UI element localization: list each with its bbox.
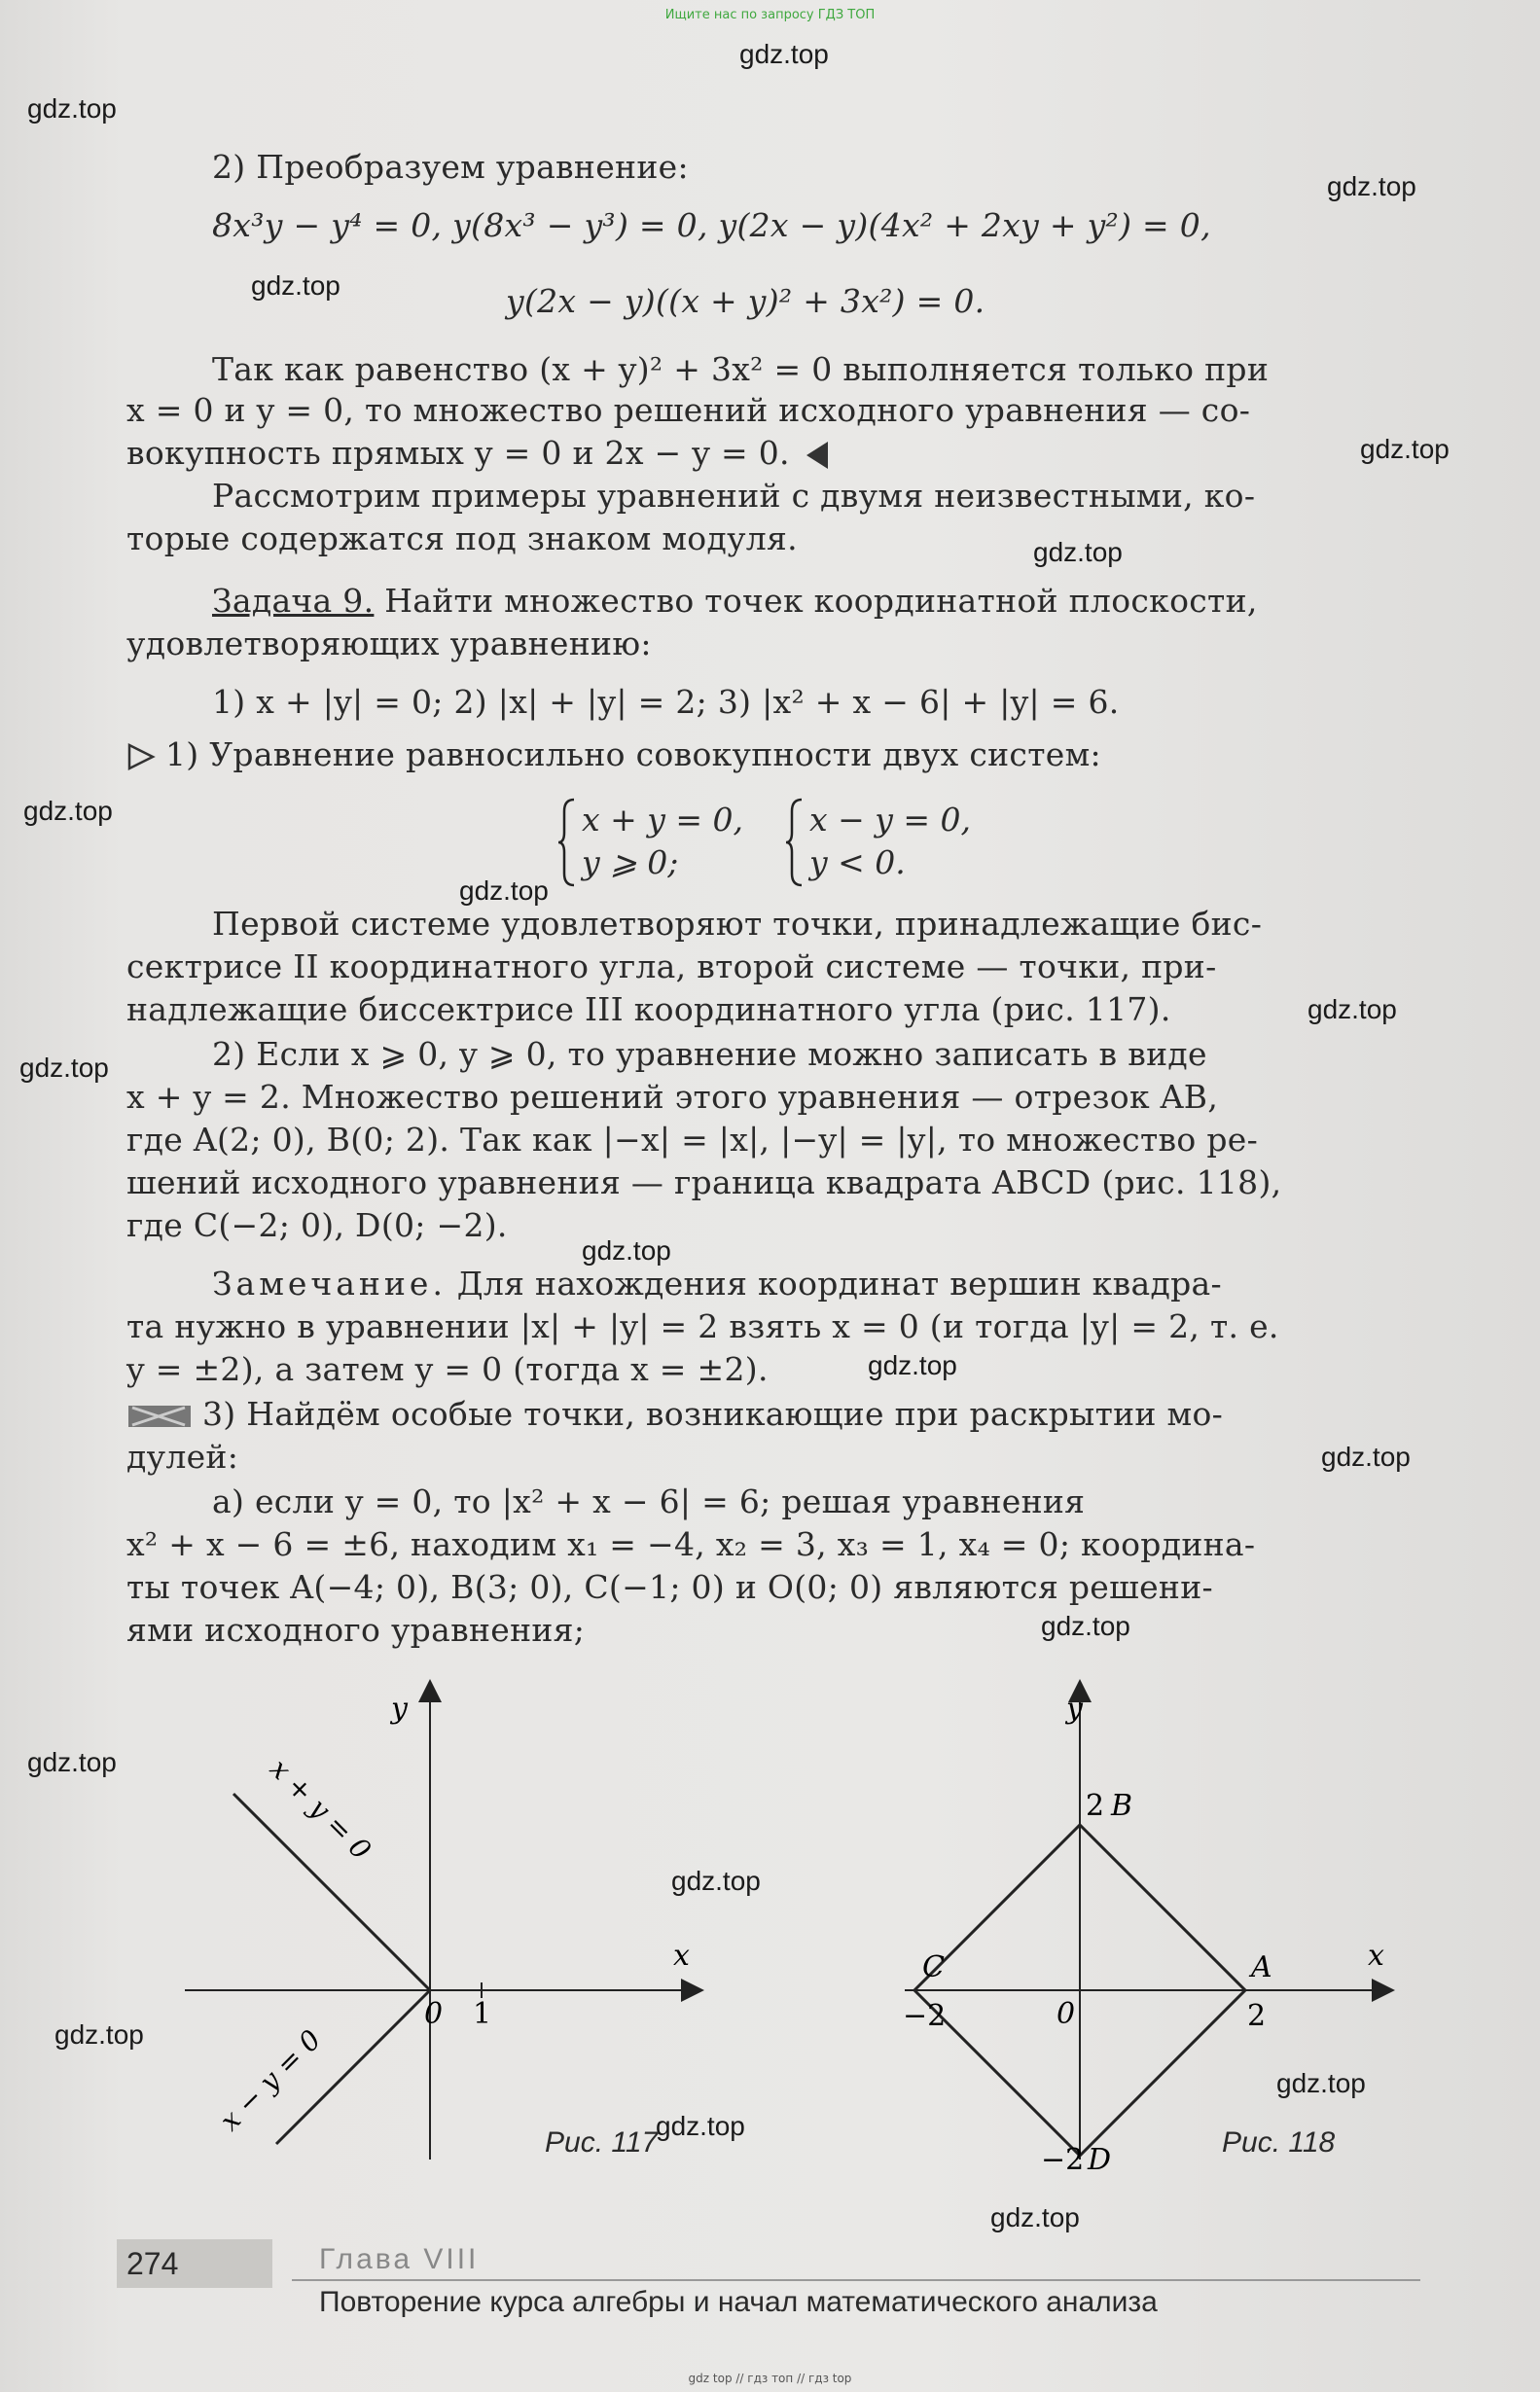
text-line-content: 1) Уравнение равносильно совокупности двух систем: xyxy=(165,735,1101,773)
text-line: торые содержатся под знаком модуля. xyxy=(126,519,798,557)
watermark: gdz.top xyxy=(739,39,829,69)
problem-label: Задача 9. xyxy=(212,582,375,620)
text-line: x + y = 2. Множество решений этого уравнения — отрезок AB, xyxy=(126,1078,1219,1116)
chapter-title: Глава VIII xyxy=(319,2243,480,2275)
text-line: где C(−2; 0), D(0; −2). xyxy=(126,1206,508,1244)
problem-statement: Найти множество точек координатной плоскости, xyxy=(374,582,1258,620)
text-line: удовлетворяющих уравнению: xyxy=(126,625,652,662)
text-line: Первой системе удовлетворяют точки, принадлежащие бис- xyxy=(212,905,1263,943)
watermark: gdz.top xyxy=(27,93,117,124)
watermark: gdz.top xyxy=(1321,1442,1411,1472)
watermark: gdz.top xyxy=(1360,434,1450,464)
text-line-content: Для нахождения координат вершин квадра- xyxy=(446,1265,1222,1303)
problem-heading xyxy=(212,582,1258,621)
text-line: надлежащие биссектрисе III координатного угла (рис. 117). xyxy=(126,990,1171,1028)
watermark: gdz.top xyxy=(1307,994,1397,1024)
text-line: x = 0 и y = 0, то множество решений исходного уравнения — со- xyxy=(126,391,1251,429)
figure-caption: Рис. 117 xyxy=(545,2126,659,2159)
remark-label: Замечание. xyxy=(212,1265,447,1303)
text-line: дулей: xyxy=(126,1438,239,1476)
vertex-value: 2 xyxy=(1086,1789,1105,1823)
vertex-value: −2 xyxy=(1041,2143,1085,2177)
text-line: ты точек A(−4; 0), B(3; 0), C(−1; 0) и O(0; 0) являются решени- xyxy=(126,1568,1213,1606)
text-line: а) если y = 0, то |x² + x − 6| = 6; решая уравнения xyxy=(212,1482,1086,1520)
figure-118 xyxy=(895,1673,1411,2179)
origin-label: 0 xyxy=(1057,1997,1076,2031)
system-two xyxy=(784,796,1008,889)
formula-line: y(2x − y)((x + y)² + 3x²) = 0. xyxy=(506,282,985,320)
text-line-content: вокупность прямых y = 0 и 2x − y = 0. xyxy=(126,434,790,472)
watermark: gdz.top xyxy=(459,875,549,906)
figure-117 xyxy=(175,1673,720,2179)
system-one xyxy=(556,796,780,889)
chapter-subtitle: Повторение курса алгебры и начал математического анализа xyxy=(319,2286,1158,2318)
text-line: Так как равенство (x + y)² + 3x² = 0 выполняется только при xyxy=(212,350,1270,388)
watermark: gdz.top xyxy=(27,1747,117,1777)
line-label: x + y = 0 xyxy=(264,1752,377,1867)
watermark: gdz.top xyxy=(251,270,340,301)
text-line: та нужно в уравнении |x| + |y| = 2 взять x = 0 (и тогда |y| = 2, т. е. xyxy=(126,1307,1279,1345)
tick-label: 1 xyxy=(473,1997,492,2031)
footer-divider xyxy=(292,2279,1420,2281)
end-of-solution-icon xyxy=(806,442,828,469)
text-line: сектрисе II координатного угла, второй системе — точки, при- xyxy=(126,947,1217,985)
vertex-label: D xyxy=(1088,2143,1112,2177)
bottom-note: gdz top // гдз топ // гдз top xyxy=(688,2372,852,2385)
watermark: gdz.top xyxy=(582,1235,671,1266)
system-eq: y ⩾ 0; xyxy=(582,843,679,881)
text-line: шений исходного уравнения — граница квадрата ABCD (рис. 118), xyxy=(126,1163,1282,1201)
text-line: x² + x − 6 = ±6, находим x₁ = −4, x₂ = 3, x₃ = 1, x₄ = 0; координа- xyxy=(126,1525,1256,1563)
y-axis-label: y xyxy=(1066,1692,1083,1726)
remark-line xyxy=(212,1265,1222,1303)
text-line: ями исходного уравнения; xyxy=(126,1611,586,1649)
watermark: gdz.top xyxy=(54,2019,144,2050)
vertex-label: C xyxy=(922,1950,945,1984)
watermark: gdz.top xyxy=(1041,1611,1130,1641)
watermark: gdz.top xyxy=(671,1866,761,1896)
text-line: y = ±2), а затем y = 0 (тогда x = ±2). xyxy=(126,1350,769,1388)
x-axis-label: x xyxy=(1368,1939,1384,1973)
vertex-value: −2 xyxy=(903,1999,947,2033)
text-line: 2) Преобразуем уравнение: xyxy=(212,148,689,186)
watermark: gdz.top xyxy=(1033,537,1123,567)
watermark: gdz.top xyxy=(19,1053,109,1083)
brace-icon xyxy=(556,796,578,889)
system-eq: y < 0. xyxy=(809,843,906,881)
top-search-note: Ищите нас по запросу ГДЗ ТОП xyxy=(664,8,876,22)
watermark: gdz.top xyxy=(1276,2068,1366,2098)
advanced-marker-icon xyxy=(126,1402,195,1431)
watermark: gdz.top xyxy=(1327,171,1416,201)
vertex-label: A xyxy=(1251,1950,1272,1984)
page-number: 274 xyxy=(117,2239,272,2288)
formula-line: 8x³y − y⁴ = 0, y(8x³ − y³) = 0, y(2x − y)(4x² + 2xy + y²) = 0, xyxy=(212,206,1211,244)
brace-icon xyxy=(784,796,806,889)
watermark: gdz.top xyxy=(868,1350,957,1380)
origin-label: 0 xyxy=(424,1997,444,2031)
watermark: gdz.top xyxy=(656,2111,745,2141)
text-line: где A(2; 0), B(0; 2). Так как |−x| = |x|, |−y| = |y|, то множество ре- xyxy=(126,1121,1259,1159)
advanced-item xyxy=(126,1395,1223,1434)
text-line xyxy=(126,434,828,473)
solution-start-icon xyxy=(126,742,156,771)
equation-list: 1) x + |y| = 0; 2) |x| + |y| = 2; 3) |x² + x − 6| + |y| = 6. xyxy=(212,683,1120,721)
system-eq: x + y = 0, xyxy=(582,801,743,839)
watermark: gdz.top xyxy=(990,2202,1080,2232)
system-eq: x − y = 0, xyxy=(809,801,971,839)
text-line-content: 3) Найдём особые точки, возникающие при раскрытии мо- xyxy=(202,1395,1224,1433)
solution-start xyxy=(126,735,1101,774)
figure-caption: Рис. 118 xyxy=(1222,2126,1336,2159)
y-axis-label: y xyxy=(391,1692,408,1726)
x-axis-label: x xyxy=(673,1939,690,1973)
vertex-value: 2 xyxy=(1247,1999,1267,2033)
vertex-label: B xyxy=(1111,1789,1133,1823)
text-line: 2) Если x ⩾ 0, y ⩾ 0, то уравнение можно записать в виде xyxy=(212,1035,1207,1073)
line-label: x − y = 0 xyxy=(213,2023,328,2137)
text-line: Рассмотрим примеры уравнений с двумя неизвестными, ко- xyxy=(212,477,1256,515)
watermark: gdz.top xyxy=(23,796,113,826)
